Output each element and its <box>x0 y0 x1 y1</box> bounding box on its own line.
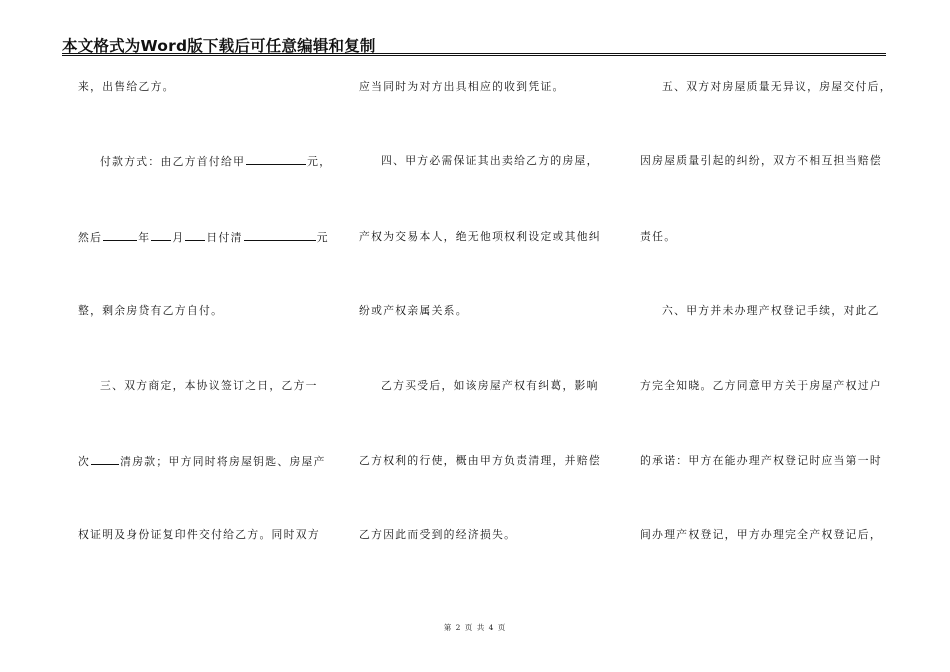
blank-underline <box>151 230 171 241</box>
blank-underline <box>246 154 306 165</box>
header-rule <box>62 53 886 56</box>
text-line: 乙方买受后，如该房屋产权有纠葛，影响 <box>381 379 599 392</box>
page-number-footer: 第 2 页 共 4 页 <box>443 623 507 632</box>
text-line: 付款方式：由乙方首付给甲 元， <box>100 155 332 168</box>
text-line: 因房屋质量引起的纠纷，双方不相互担当赔偿 <box>640 154 882 167</box>
text-line: 间办理产权登记，甲方办理完全产权登记后， <box>640 528 882 541</box>
text-line: 三、双方商定，本协议签订之日，乙方一 <box>100 379 318 392</box>
text-line: 乙方权利的行使，概由甲方负责清理，并赔偿 <box>359 454 601 467</box>
text-line: 权证明及身份证复印件交付给乙方。同时双方 <box>78 528 320 541</box>
text-line: 六、甲方并未办理产权登记手续，对此乙 <box>662 304 880 317</box>
blank-underline <box>185 230 205 241</box>
text-line: 五、双方对房屋质量无异议，房屋交付后， <box>662 80 892 93</box>
text-line: 乙方因此而受到的经济损失。 <box>359 528 517 541</box>
blank-underline <box>91 454 119 465</box>
text-line: 产权为交易本人，绝无他项权利设定或其他纠 <box>359 230 601 243</box>
text-line: 然后 年 月 日付清 元 <box>78 231 329 244</box>
text-line: 纷或产权亲属关系。 <box>359 304 468 317</box>
blank-underline <box>244 230 316 241</box>
text-line: 整，剩余房贷有乙方自付。 <box>78 304 224 317</box>
page-header-title: 本文格式为Word版下载后可任意编辑和复制 <box>62 37 376 55</box>
text-line: 责任。 <box>640 230 677 243</box>
text-line: 四、甲方必需保证其出卖给乙方的房屋， <box>381 154 599 167</box>
text-line: 的承诺：甲方在能办理产权登记时应当第一时 <box>640 454 882 467</box>
text-line: 来，出售给乙方。 <box>78 80 175 93</box>
blank-underline <box>103 230 137 241</box>
text-line: 方完全知晓。乙方同意甲方关于房屋产权过户 <box>640 379 882 392</box>
text-line: 应当同时为对方出具相应的收到凭证。 <box>359 80 565 93</box>
text-line: 次 清房款；甲方同时将房屋钥匙、房屋产 <box>78 455 326 468</box>
